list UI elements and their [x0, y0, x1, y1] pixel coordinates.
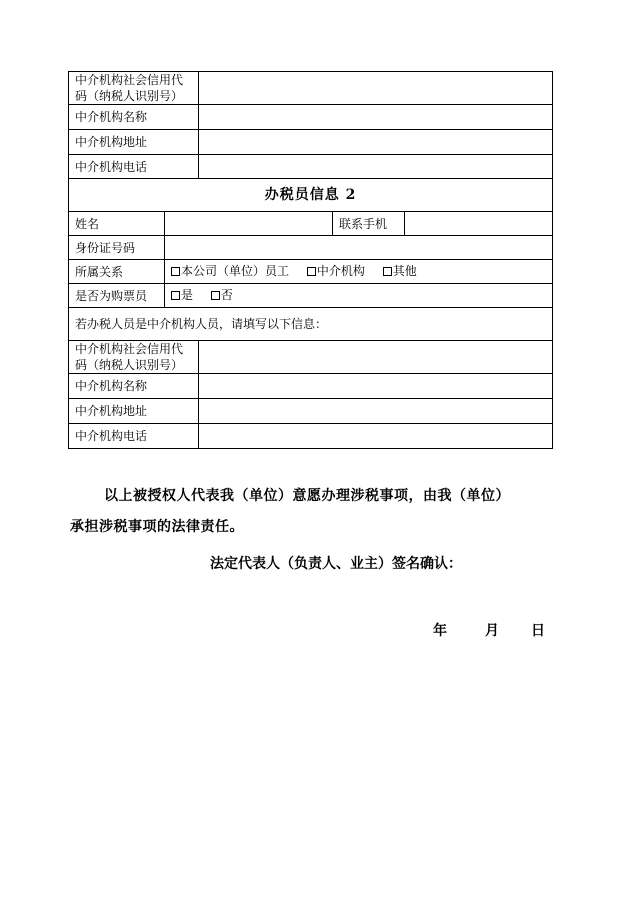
taxpayer2-id-field[interactable]	[165, 236, 553, 260]
agent1-credit-code-row	[69, 72, 553, 105]
agent2-address-field[interactable]	[199, 399, 553, 424]
date-day-label: 日	[531, 623, 545, 639]
agent1-address-field[interactable]	[199, 130, 553, 155]
taxpayer2-note: 若办税人员是中介机构人员，请填写以下信息：	[69, 308, 553, 341]
agent1-phone-field[interactable]	[199, 155, 553, 179]
agent1-credit-code-field[interactable]	[199, 72, 553, 105]
agent1-phone-row	[69, 155, 553, 179]
relation-option-agency[interactable]: 中介机构	[307, 263, 365, 279]
statement-line-1: 以上被授权人代表我（单位）意愿办理涉税事项，由我（单位）	[104, 488, 510, 504]
agent2-credit-code-row	[69, 341, 553, 374]
taxpayer2-title-row	[69, 179, 553, 212]
checkbox-icon[interactable]	[383, 267, 392, 276]
date-year-label: 年	[433, 623, 447, 639]
agent1-credit-code-label: 中介机构社会信用代 码（纳税人识别号）	[69, 72, 199, 105]
taxpayer2-invoice-label: 是否为购票员	[69, 284, 165, 308]
relation-option-employee[interactable]: 本公司（单位）员工	[171, 263, 289, 279]
agent2-name-field[interactable]	[199, 374, 553, 399]
agent2-phone-row	[69, 424, 553, 449]
checkbox-icon[interactable]	[211, 291, 220, 300]
taxpayer2-title: 办税员信息 2	[69, 179, 553, 212]
agent1-address-label: 中介机构地址	[69, 130, 199, 155]
checkbox-icon[interactable]	[171, 267, 180, 276]
checkbox-icon[interactable]	[171, 291, 180, 300]
agent2-address-row	[69, 399, 553, 424]
relation-option-other[interactable]: 其他	[383, 263, 417, 279]
signature-label: 法定代表人（负责人、业主）签名确认：	[210, 556, 462, 572]
statement-line-2: 承担涉税事项的法律责任。	[70, 519, 244, 535]
taxpayer2-id-label: 身份证号码	[69, 236, 165, 260]
authorization-form-table	[68, 71, 553, 449]
taxpayer2-mobile-label: 联系手机	[333, 212, 405, 236]
taxpayer2-name-field[interactable]	[165, 212, 333, 236]
taxpayer2-invoice-options	[165, 284, 553, 308]
agent1-name-label: 中介机构名称	[69, 105, 199, 130]
invoice-option-yes[interactable]: 是	[171, 287, 193, 303]
agent1-phone-label: 中介机构电话	[69, 155, 199, 179]
taxpayer2-relation-row	[69, 260, 553, 284]
taxpayer2-name-label: 姓名	[69, 212, 165, 236]
taxpayer2-invoice-row	[69, 284, 553, 308]
agent1-address-row	[69, 130, 553, 155]
date-month-label: 月	[485, 623, 499, 639]
checkbox-icon[interactable]	[307, 267, 316, 276]
agent2-credit-code-label: 中介机构社会信用代 码（纳税人识别号）	[69, 341, 199, 374]
invoice-option-no[interactable]: 否	[211, 287, 233, 303]
agent2-name-row	[69, 374, 553, 399]
taxpayer2-relation-label: 所属关系	[69, 260, 165, 284]
agent2-credit-code-field[interactable]	[199, 341, 553, 374]
agent2-phone-label: 中介机构电话	[69, 424, 199, 449]
taxpayer2-relation-options	[165, 260, 553, 284]
agent2-name-label: 中介机构名称	[69, 374, 199, 399]
agent2-phone-field[interactable]	[199, 424, 553, 449]
agent1-name-row	[69, 105, 553, 130]
taxpayer2-note-row	[69, 308, 553, 341]
agent1-name-field[interactable]	[199, 105, 553, 130]
taxpayer2-mobile-field[interactable]	[405, 212, 553, 236]
agent2-address-label: 中介机构地址	[69, 399, 199, 424]
taxpayer2-name-row	[69, 212, 553, 236]
taxpayer2-id-row	[69, 236, 553, 260]
